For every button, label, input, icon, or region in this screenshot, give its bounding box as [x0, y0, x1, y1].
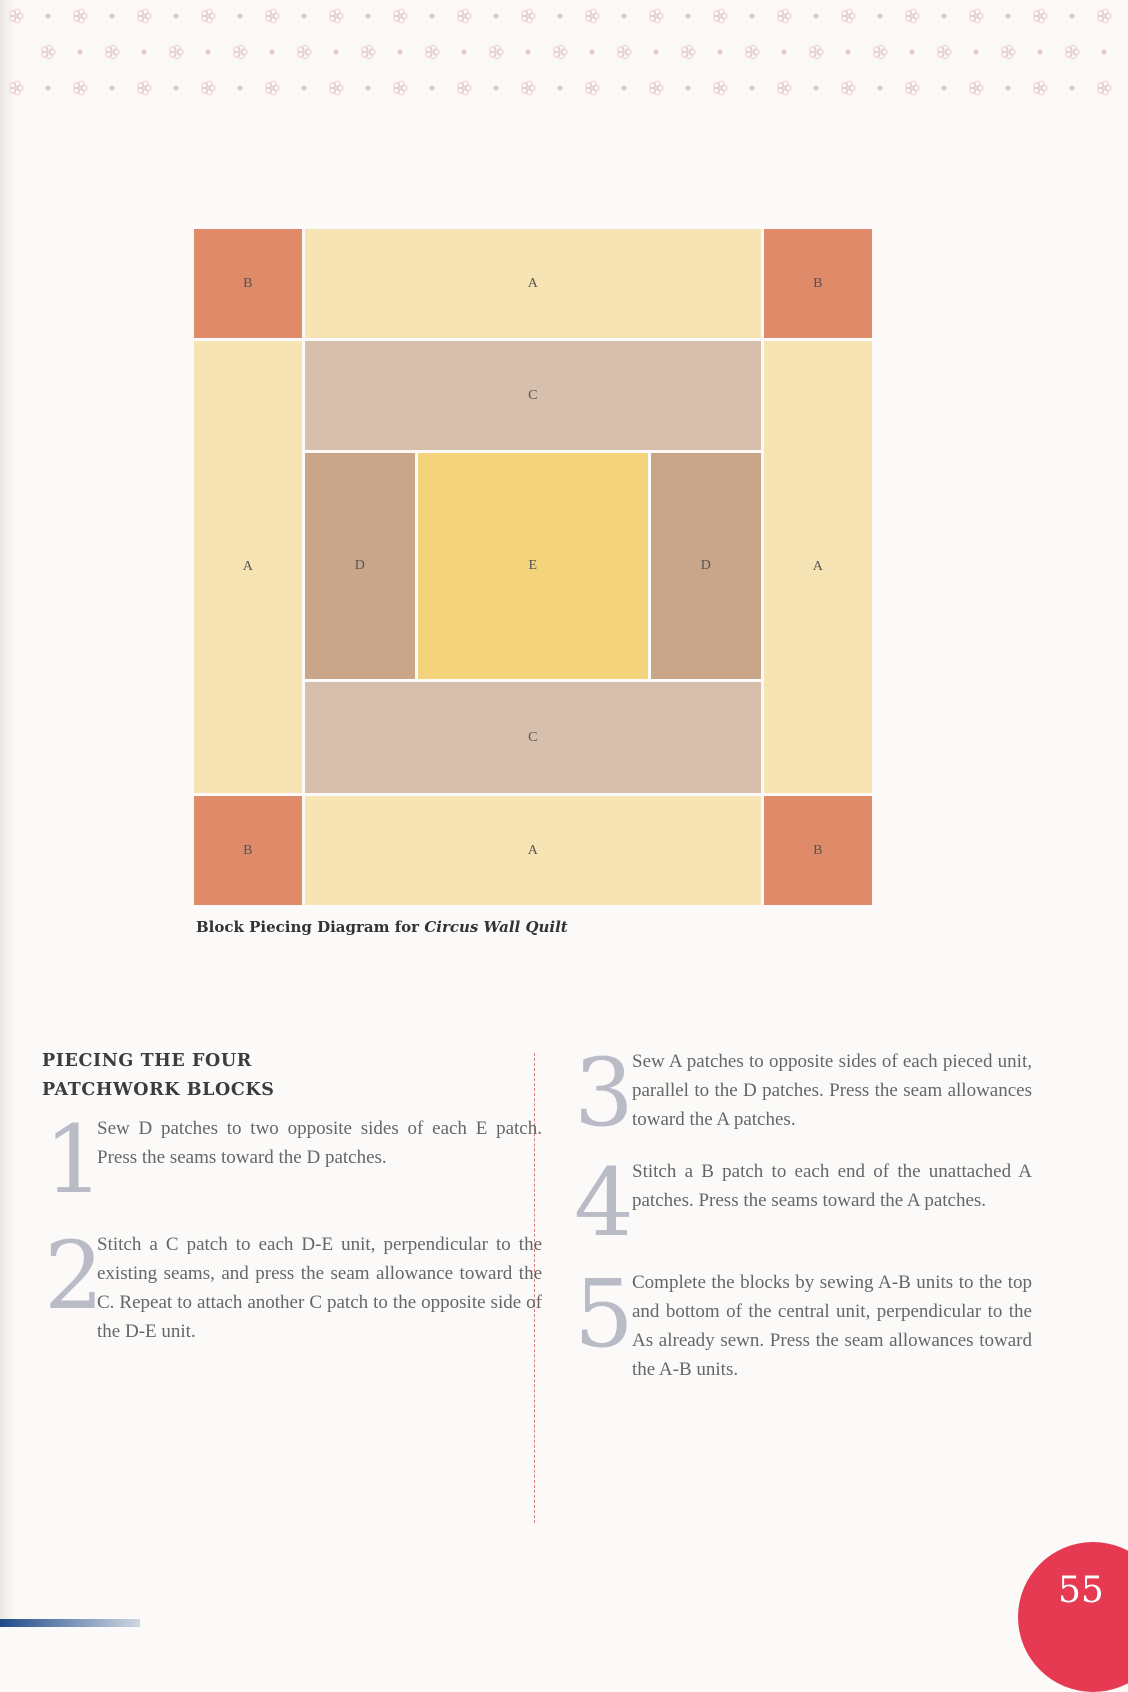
dot-motif: [365, 13, 370, 18]
step-number: 2: [44, 1222, 104, 1331]
flower-motif: [458, 81, 471, 95]
flower-motif: [554, 45, 567, 59]
flower-motif: [906, 9, 919, 23]
dot-motif: [493, 85, 498, 90]
flower-motif: [842, 81, 855, 95]
dot-motif: [653, 49, 658, 54]
step-number: 4: [574, 1149, 634, 1258]
dot-motif: [397, 49, 402, 54]
flower-motif: [714, 9, 727, 23]
dot-motif: [429, 13, 434, 18]
patch-a-right: A: [764, 341, 872, 793]
flower-motif: [138, 9, 151, 23]
dot-motif: [749, 85, 754, 90]
step-number: 1: [44, 1106, 104, 1215]
dot-motif: [525, 49, 530, 54]
dot-motif: [973, 49, 978, 54]
flower-motif: [202, 9, 215, 23]
flower-motif: [778, 9, 791, 23]
dot-motif: [365, 85, 370, 90]
patch-b-bottom-right: B: [764, 796, 872, 905]
flower-motif: [394, 81, 407, 95]
patch-b-bottom-left: B: [194, 796, 302, 905]
flower-motif: [874, 45, 887, 59]
patch-b-top-left: B: [194, 229, 302, 338]
flower-motif: [234, 45, 247, 59]
dot-motif: [1037, 49, 1042, 54]
dot-motif: [333, 49, 338, 54]
dot-motif: [589, 49, 594, 54]
dot-motif: [813, 85, 818, 90]
dot-motif: [781, 49, 786, 54]
dot-motif: [877, 13, 882, 18]
patch-a-left: A: [194, 341, 302, 793]
flower-motif: [1098, 81, 1111, 95]
flower-motif: [458, 9, 471, 23]
dot-motif: [173, 85, 178, 90]
flower-motif: [330, 81, 343, 95]
flower-motif: [906, 81, 919, 95]
page-number-badge: [1018, 1542, 1128, 1692]
dot-motif: [621, 85, 626, 90]
dot-motif: [557, 13, 562, 18]
dot-motif: [685, 13, 690, 18]
patch-c-top: C: [305, 341, 761, 450]
flower-motif: [138, 81, 151, 95]
step-text: Complete the blocks by sewing A-B units to the top and bottom of the central unit, perpendicular to the As already sewn. Press the seam allowances toward the A-B units.: [632, 1272, 1032, 1380]
dot-motif: [237, 13, 242, 18]
flower-motif: [490, 45, 503, 59]
caption-quilt-title: Circus Wall Quilt: [424, 918, 568, 936]
dot-motif: [205, 49, 210, 54]
step-number: 5: [574, 1260, 634, 1369]
flower-motif: [618, 45, 631, 59]
dot-motif: [109, 13, 114, 18]
dot-motif: [429, 85, 434, 90]
dot-motif: [557, 85, 562, 90]
flower-motif: [586, 81, 599, 95]
flower-motif: [586, 9, 599, 23]
dot-motif: [173, 13, 178, 18]
flower-motif: [810, 45, 823, 59]
flower-motif: [74, 81, 87, 95]
dot-motif: [1069, 13, 1074, 18]
step-number: 3: [574, 1039, 634, 1148]
block-piecing-diagram: [194, 229, 872, 905]
flower-motif: [106, 45, 119, 59]
flower-motif: [1002, 45, 1015, 59]
flower-motif: [298, 45, 311, 59]
dot-motif: [237, 85, 242, 90]
flower-motif: [842, 9, 855, 23]
flower-motif: [778, 81, 791, 95]
flower-motif: [650, 9, 663, 23]
dot-motif: [301, 13, 306, 18]
dot-motif: [109, 85, 114, 90]
flower-motif: [970, 9, 983, 23]
dot-motif: [813, 13, 818, 18]
step-text: Stitch a B patch to each end of the unattached A patches. Press the seams toward the A patches.: [632, 1161, 1032, 1211]
step-text: Sew A patches to opposite sides of each pieced unit, parallel to the D patches. Press the seam allowances toward the A patches.: [632, 1051, 1032, 1130]
section-heading: [42, 1047, 342, 1105]
dot-motif: [909, 49, 914, 54]
diagram-caption: [196, 918, 568, 936]
caption-prefix: Block Piecing Diagram for: [196, 918, 425, 936]
dot-motif: [301, 85, 306, 90]
dot-motif: [621, 13, 626, 18]
section-heading-line-1: PIECING THE FOUR: [42, 1051, 252, 1071]
flower-motif: [266, 81, 279, 95]
flower-motif: [170, 45, 183, 59]
dot-motif: [461, 49, 466, 54]
flower-motif: [362, 45, 375, 59]
patch-b-top-right: B: [764, 229, 872, 338]
patch-d-right: D: [651, 453, 761, 679]
dot-motif: [493, 13, 498, 18]
flower-motif: [682, 45, 695, 59]
flower-motif: [74, 9, 87, 23]
floral-border-pattern: [0, 0, 1128, 106]
dot-motif: [845, 49, 850, 54]
flower-motif: [426, 45, 439, 59]
dot-motif: [77, 49, 82, 54]
dot-motif: [877, 85, 882, 90]
flower-motif: [970, 81, 983, 95]
patch-c-bottom: C: [305, 682, 761, 793]
page-edge-accent: [0, 1619, 140, 1627]
patch-d-left: D: [305, 453, 415, 679]
patch-a-top: A: [305, 229, 761, 338]
flower-motif: [522, 9, 535, 23]
dot-motif: [1005, 85, 1010, 90]
dot-motif: [1005, 13, 1010, 18]
dot-motif: [685, 85, 690, 90]
flower-motif: [1034, 9, 1047, 23]
step-text: Sew D patches to two opposite sides of each E patch. Press the seams toward the D patches.: [97, 1118, 542, 1168]
flower-motif: [1034, 81, 1047, 95]
flower-motif: [1098, 9, 1111, 23]
patch-a-bottom: A: [305, 796, 761, 905]
flower-motif: [330, 9, 343, 23]
dot-motif: [45, 85, 50, 90]
dot-motif: [141, 49, 146, 54]
flower-motif: [714, 81, 727, 95]
page-number: 55: [1058, 1570, 1104, 1611]
flower-motif: [202, 81, 215, 95]
dot-motif: [749, 13, 754, 18]
dot-motif: [1101, 49, 1106, 54]
patch-e-center: E: [418, 453, 648, 679]
flower-motif: [394, 9, 407, 23]
dot-motif: [45, 13, 50, 18]
flower-motif: [938, 45, 951, 59]
section-heading-line-2: PATCHWORK BLOCKS: [42, 1080, 275, 1100]
page-spine-shadow: [0, 0, 14, 1627]
dot-motif: [1069, 85, 1074, 90]
flower-motif: [1066, 45, 1079, 59]
flower-motif: [266, 9, 279, 23]
step-text: Stitch a C patch to each D-E unit, perpendicular to the existing seams, and press the seam allowance toward the C. Repeat to attach another C patch to the opposite side of the D-E unit.: [97, 1234, 542, 1342]
flower-motif: [746, 45, 759, 59]
dot-motif: [269, 49, 274, 54]
dot-motif: [717, 49, 722, 54]
dot-motif: [941, 13, 946, 18]
dot-motif: [941, 85, 946, 90]
flower-motif: [650, 81, 663, 95]
flower-motif: [42, 45, 55, 59]
flower-motif: [522, 81, 535, 95]
